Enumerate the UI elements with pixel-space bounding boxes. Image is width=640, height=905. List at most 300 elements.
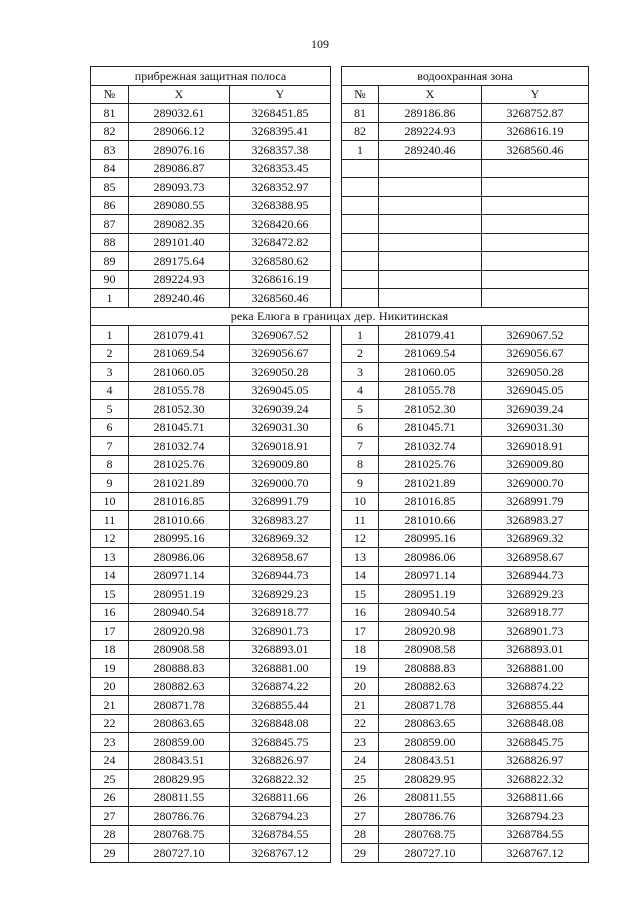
table-row	[91, 696, 589, 715]
left-y-cell: 3269050.28	[230, 363, 331, 382]
left-y-cell: 3268451.85	[230, 104, 331, 123]
right-no-cell	[342, 159, 379, 178]
left-x-cell: 280995.16	[129, 529, 230, 548]
right-x-cell: 280829.95	[379, 770, 482, 789]
right-x-cell: 281055.78	[379, 381, 482, 400]
right-y-cell: 3269045.05	[482, 381, 589, 400]
left-section-title: прибрежная защитная полоса	[91, 67, 331, 86]
column-gap	[331, 511, 342, 530]
right-x-cell: 280882.63	[379, 677, 482, 696]
right-no-cell	[342, 270, 379, 289]
right-y-cell: 3268969.32	[482, 529, 589, 548]
left-no-header: №	[91, 85, 129, 104]
section-header-row	[91, 67, 589, 86]
right-no-cell	[342, 233, 379, 252]
table-row	[91, 807, 589, 826]
column-gap	[331, 603, 342, 622]
column-gap	[331, 640, 342, 659]
left-no-cell: 13	[91, 548, 129, 567]
column-gap	[331, 751, 342, 770]
column-gap	[331, 215, 342, 234]
right-x-cell: 280951.19	[379, 585, 482, 604]
left-no-cell: 16	[91, 603, 129, 622]
table-row	[91, 326, 589, 345]
column-header-row	[91, 85, 589, 104]
table-row	[91, 233, 589, 252]
right-x-cell: 280995.16	[379, 529, 482, 548]
table-row	[91, 455, 589, 474]
right-no-cell: 18	[342, 640, 379, 659]
right-x-cell	[379, 289, 482, 308]
left-x-cell: 289101.40	[129, 233, 230, 252]
left-x-cell: 289224.93	[129, 270, 230, 289]
left-y-cell: 3269045.05	[230, 381, 331, 400]
right-y-cell: 3268616.19	[482, 122, 589, 141]
right-x-cell: 281021.89	[379, 474, 482, 493]
left-y-cell: 3269018.91	[230, 437, 331, 456]
column-gap	[331, 677, 342, 696]
left-x-cell: 280829.95	[129, 770, 230, 789]
left-x-cell: 281079.41	[129, 326, 230, 345]
left-no-cell: 4	[91, 381, 129, 400]
right-no-cell	[342, 215, 379, 234]
left-no-cell: 83	[91, 141, 129, 160]
left-y-cell: 3268855.44	[230, 696, 331, 715]
left-no-cell: 85	[91, 178, 129, 197]
left-y-cell: 3268357.38	[230, 141, 331, 160]
column-gap	[331, 233, 342, 252]
right-x-cell	[379, 270, 482, 289]
left-x-cell: 289082.35	[129, 215, 230, 234]
left-x-cell: 289066.12	[129, 122, 230, 141]
column-gap	[331, 696, 342, 715]
right-no-cell: 19	[342, 659, 379, 678]
table-row	[91, 733, 589, 752]
left-x-cell: 280811.55	[129, 788, 230, 807]
table-row	[91, 714, 589, 733]
left-x-cell: 280986.06	[129, 548, 230, 567]
left-x-cell: 281055.78	[129, 381, 230, 400]
right-no-cell	[342, 178, 379, 197]
right-no-cell: 24	[342, 751, 379, 770]
left-no-cell: 89	[91, 252, 129, 271]
left-y-cell: 3269000.70	[230, 474, 331, 493]
right-x-cell: 280871.78	[379, 696, 482, 715]
right-no-cell: 17	[342, 622, 379, 641]
right-no-cell: 13	[342, 548, 379, 567]
right-y-cell: 3268822.32	[482, 770, 589, 789]
right-y-cell: 3268811.66	[482, 788, 589, 807]
left-y-cell: 3268826.97	[230, 751, 331, 770]
right-x-cell: 280908.58	[379, 640, 482, 659]
left-y-cell: 3269039.24	[230, 400, 331, 419]
left-x-cell: 281016.85	[129, 492, 230, 511]
right-y-cell: 3269056.67	[482, 344, 589, 363]
column-gap	[331, 159, 342, 178]
column-gap	[331, 566, 342, 585]
column-gap	[331, 844, 342, 863]
left-no-cell: 8	[91, 455, 129, 474]
left-no-cell: 2	[91, 344, 129, 363]
column-gap	[331, 381, 342, 400]
left-y-cell: 3268822.32	[230, 770, 331, 789]
table-row	[91, 289, 589, 308]
table-row	[91, 418, 589, 437]
right-x-cell: 280786.76	[379, 807, 482, 826]
left-no-cell: 12	[91, 529, 129, 548]
left-y-cell: 3268472.82	[230, 233, 331, 252]
right-no-cell: 9	[342, 474, 379, 493]
left-y-cell: 3268848.08	[230, 714, 331, 733]
column-gap	[331, 548, 342, 567]
left-y-cell: 3268767.12	[230, 844, 331, 863]
column-gap	[331, 67, 342, 86]
right-no-cell: 14	[342, 566, 379, 585]
table-row	[91, 196, 589, 215]
right-y-cell	[482, 196, 589, 215]
left-y-cell: 3268388.95	[230, 196, 331, 215]
left-x-cell: 281025.76	[129, 455, 230, 474]
right-x-cell	[379, 252, 482, 271]
left-y-cell: 3268352.97	[230, 178, 331, 197]
left-no-cell: 29	[91, 844, 129, 863]
right-x-cell: 281016.85	[379, 492, 482, 511]
left-y-cell: 3268929.23	[230, 585, 331, 604]
column-gap	[331, 622, 342, 641]
column-gap	[331, 807, 342, 826]
right-y-cell: 3269039.24	[482, 400, 589, 419]
table-row	[91, 825, 589, 844]
left-y-cell: 3268991.79	[230, 492, 331, 511]
right-no-cell: 26	[342, 788, 379, 807]
column-gap	[331, 418, 342, 437]
right-x-cell: 289224.93	[379, 122, 482, 141]
table-row	[91, 529, 589, 548]
table-row	[91, 474, 589, 493]
table-row	[91, 381, 589, 400]
table-row	[91, 585, 589, 604]
right-x-cell: 280888.83	[379, 659, 482, 678]
column-gap	[331, 326, 342, 345]
left-y-cell: 3268893.01	[230, 640, 331, 659]
left-x-cell: 281060.05	[129, 363, 230, 382]
coordinates-table-body	[91, 67, 589, 863]
right-x-cell: 281045.71	[379, 418, 482, 437]
right-no-cell: 15	[342, 585, 379, 604]
right-x-cell: 289186.86	[379, 104, 482, 123]
right-x-cell	[379, 215, 482, 234]
left-x-cell: 281052.30	[129, 400, 230, 419]
left-x-cell: 280727.10	[129, 844, 230, 863]
left-no-cell: 11	[91, 511, 129, 530]
left-y-cell: 3268918.77	[230, 603, 331, 622]
table-row	[91, 141, 589, 160]
right-x-cell	[379, 178, 482, 197]
right-x-cell: 281025.76	[379, 455, 482, 474]
left-x-cell: 281032.74	[129, 437, 230, 456]
left-no-cell: 87	[91, 215, 129, 234]
left-no-cell: 7	[91, 437, 129, 456]
right-y-cell	[482, 252, 589, 271]
right-x-cell: 280971.14	[379, 566, 482, 585]
right-x-cell: 281052.30	[379, 400, 482, 419]
left-no-cell: 5	[91, 400, 129, 419]
right-no-cell: 27	[342, 807, 379, 826]
left-no-cell: 17	[91, 622, 129, 641]
right-y-cell: 3269031.30	[482, 418, 589, 437]
left-no-cell: 20	[91, 677, 129, 696]
right-y-cell: 3268874.22	[482, 677, 589, 696]
column-gap	[331, 122, 342, 141]
left-x-cell: 281069.54	[129, 344, 230, 363]
right-x-cell: 280843.51	[379, 751, 482, 770]
right-y-cell: 3268767.12	[482, 844, 589, 863]
left-no-cell: 10	[91, 492, 129, 511]
right-y-cell	[482, 233, 589, 252]
table-row	[91, 122, 589, 141]
right-no-cell: 5	[342, 400, 379, 419]
right-y-cell: 3268893.01	[482, 640, 589, 659]
right-y-cell: 3268855.44	[482, 696, 589, 715]
left-y-cell: 3268395.41	[230, 122, 331, 141]
right-section-title: водоохранная зона	[342, 67, 589, 86]
right-x-cell: 280768.75	[379, 825, 482, 844]
left-y-cell: 3268580.62	[230, 252, 331, 271]
river-section-title: река Елюга в границах дер. Никитинская	[91, 307, 589, 326]
table-row	[91, 640, 589, 659]
left-x-cell: 289240.46	[129, 289, 230, 308]
right-no-cell: 22	[342, 714, 379, 733]
left-x-cell: 280951.19	[129, 585, 230, 604]
left-no-cell: 86	[91, 196, 129, 215]
coordinates-table	[90, 66, 589, 863]
right-y-cell	[482, 178, 589, 197]
left-x-cell: 280786.76	[129, 807, 230, 826]
right-x-cell: 280986.06	[379, 548, 482, 567]
right-no-cell: 25	[342, 770, 379, 789]
column-gap	[331, 714, 342, 733]
right-no-cell: 3	[342, 363, 379, 382]
left-no-cell: 81	[91, 104, 129, 123]
right-x-cell: 281079.41	[379, 326, 482, 345]
left-y-cell: 3268811.66	[230, 788, 331, 807]
table-row	[91, 104, 589, 123]
left-y-cell: 3269031.30	[230, 418, 331, 437]
left-x-cell: 280871.78	[129, 696, 230, 715]
table-row	[91, 215, 589, 234]
right-no-cell: 6	[342, 418, 379, 437]
left-no-cell: 22	[91, 714, 129, 733]
column-gap	[331, 825, 342, 844]
left-x-cell: 280971.14	[129, 566, 230, 585]
left-y-cell: 3268560.46	[230, 289, 331, 308]
right-y-cell: 3269050.28	[482, 363, 589, 382]
column-gap	[331, 492, 342, 511]
left-x-header: X	[129, 85, 230, 104]
page-number: 109	[311, 37, 329, 51]
right-no-cell: 4	[342, 381, 379, 400]
right-y-cell: 3269018.91	[482, 437, 589, 456]
table-row	[91, 252, 589, 271]
table-row	[91, 844, 589, 863]
left-y-cell: 3268958.67	[230, 548, 331, 567]
left-y-cell: 3269009.80	[230, 455, 331, 474]
table-row	[91, 511, 589, 530]
left-y-cell: 3268845.75	[230, 733, 331, 752]
table-row	[91, 677, 589, 696]
left-no-cell: 90	[91, 270, 129, 289]
column-gap	[331, 437, 342, 456]
table-row	[91, 159, 589, 178]
column-gap	[331, 788, 342, 807]
left-x-cell: 281010.66	[129, 511, 230, 530]
left-no-cell: 24	[91, 751, 129, 770]
column-gap	[331, 196, 342, 215]
right-x-cell: 280940.54	[379, 603, 482, 622]
right-x-cell	[379, 233, 482, 252]
left-no-cell: 1	[91, 326, 129, 345]
right-no-cell: 11	[342, 511, 379, 530]
left-no-cell: 28	[91, 825, 129, 844]
right-no-cell: 23	[342, 733, 379, 752]
left-no-cell: 21	[91, 696, 129, 715]
right-y-cell	[482, 270, 589, 289]
left-x-cell: 280843.51	[129, 751, 230, 770]
left-y-cell: 3268784.55	[230, 825, 331, 844]
right-x-cell: 280859.00	[379, 733, 482, 752]
column-gap	[331, 104, 342, 123]
column-gap	[331, 659, 342, 678]
left-no-cell: 14	[91, 566, 129, 585]
column-gap	[331, 178, 342, 197]
table-row	[91, 270, 589, 289]
right-no-cell: 2	[342, 344, 379, 363]
left-no-cell: 9	[91, 474, 129, 493]
left-y-cell: 3268420.66	[230, 215, 331, 234]
column-gap	[331, 85, 342, 104]
left-y-cell: 3268874.22	[230, 677, 331, 696]
table-row	[91, 178, 589, 197]
right-no-cell: 1	[342, 141, 379, 160]
right-y-cell: 3268845.75	[482, 733, 589, 752]
right-no-cell: 8	[342, 455, 379, 474]
left-x-cell: 280908.58	[129, 640, 230, 659]
table-row	[91, 622, 589, 641]
right-y-cell: 3268929.23	[482, 585, 589, 604]
right-no-cell: 21	[342, 696, 379, 715]
left-x-cell: 281021.89	[129, 474, 230, 493]
table-row	[91, 548, 589, 567]
table-row	[91, 344, 589, 363]
right-y-cell: 3268794.23	[482, 807, 589, 826]
right-no-cell	[342, 289, 379, 308]
table-row	[91, 659, 589, 678]
left-y-cell: 3268901.73	[230, 622, 331, 641]
right-y-cell: 3268944.73	[482, 566, 589, 585]
left-x-cell: 280920.98	[129, 622, 230, 641]
right-y-cell: 3268560.46	[482, 141, 589, 160]
left-x-cell: 280863.65	[129, 714, 230, 733]
right-x-cell: 280727.10	[379, 844, 482, 863]
left-x-cell: 280768.75	[129, 825, 230, 844]
left-y-cell: 3268969.32	[230, 529, 331, 548]
column-gap	[331, 529, 342, 548]
left-y-cell: 3269067.52	[230, 326, 331, 345]
table-row	[91, 492, 589, 511]
column-gap	[331, 363, 342, 382]
table-row	[91, 751, 589, 770]
left-x-cell: 280882.63	[129, 677, 230, 696]
right-x-cell: 281069.54	[379, 344, 482, 363]
right-y-cell: 3268848.08	[482, 714, 589, 733]
right-x-header: X	[379, 85, 482, 104]
left-no-cell: 19	[91, 659, 129, 678]
right-no-cell: 7	[342, 437, 379, 456]
left-x-cell: 289175.64	[129, 252, 230, 271]
right-x-cell: 280811.55	[379, 788, 482, 807]
left-y-cell: 3268616.19	[230, 270, 331, 289]
left-y-cell: 3268353.45	[230, 159, 331, 178]
left-x-cell: 280859.00	[129, 733, 230, 752]
left-no-cell: 82	[91, 122, 129, 141]
table-row	[91, 603, 589, 622]
right-no-cell: 29	[342, 844, 379, 863]
left-no-cell: 6	[91, 418, 129, 437]
column-gap	[331, 585, 342, 604]
right-y-header: Y	[482, 85, 589, 104]
column-gap	[331, 289, 342, 308]
right-no-cell: 10	[342, 492, 379, 511]
right-y-cell	[482, 289, 589, 308]
right-no-cell	[342, 196, 379, 215]
right-no-cell: 1	[342, 326, 379, 345]
left-y-cell: 3268881.00	[230, 659, 331, 678]
left-no-cell: 23	[91, 733, 129, 752]
right-y-cell: 3269000.70	[482, 474, 589, 493]
right-x-cell: 280863.65	[379, 714, 482, 733]
left-no-cell: 18	[91, 640, 129, 659]
left-x-cell: 289076.16	[129, 141, 230, 160]
right-y-cell: 3268826.97	[482, 751, 589, 770]
column-gap	[331, 141, 342, 160]
right-no-cell: 20	[342, 677, 379, 696]
column-gap	[331, 270, 342, 289]
left-y-cell: 3268983.27	[230, 511, 331, 530]
column-gap	[331, 455, 342, 474]
right-y-cell: 3268991.79	[482, 492, 589, 511]
left-y-header: Y	[230, 85, 331, 104]
left-no-cell: 84	[91, 159, 129, 178]
column-gap	[331, 252, 342, 271]
right-y-cell: 3269067.52	[482, 326, 589, 345]
right-x-cell	[379, 196, 482, 215]
left-x-cell: 289080.55	[129, 196, 230, 215]
right-y-cell: 3268752.87	[482, 104, 589, 123]
right-x-cell	[379, 159, 482, 178]
right-no-cell: 82	[342, 122, 379, 141]
right-x-cell: 281032.74	[379, 437, 482, 456]
table-row	[91, 437, 589, 456]
table-row	[91, 566, 589, 585]
column-gap	[331, 474, 342, 493]
right-x-cell: 280920.98	[379, 622, 482, 641]
table-row	[91, 363, 589, 382]
right-no-cell: 16	[342, 603, 379, 622]
left-no-cell: 26	[91, 788, 129, 807]
left-no-cell: 27	[91, 807, 129, 826]
right-no-cell: 81	[342, 104, 379, 123]
right-y-cell: 3268918.77	[482, 603, 589, 622]
